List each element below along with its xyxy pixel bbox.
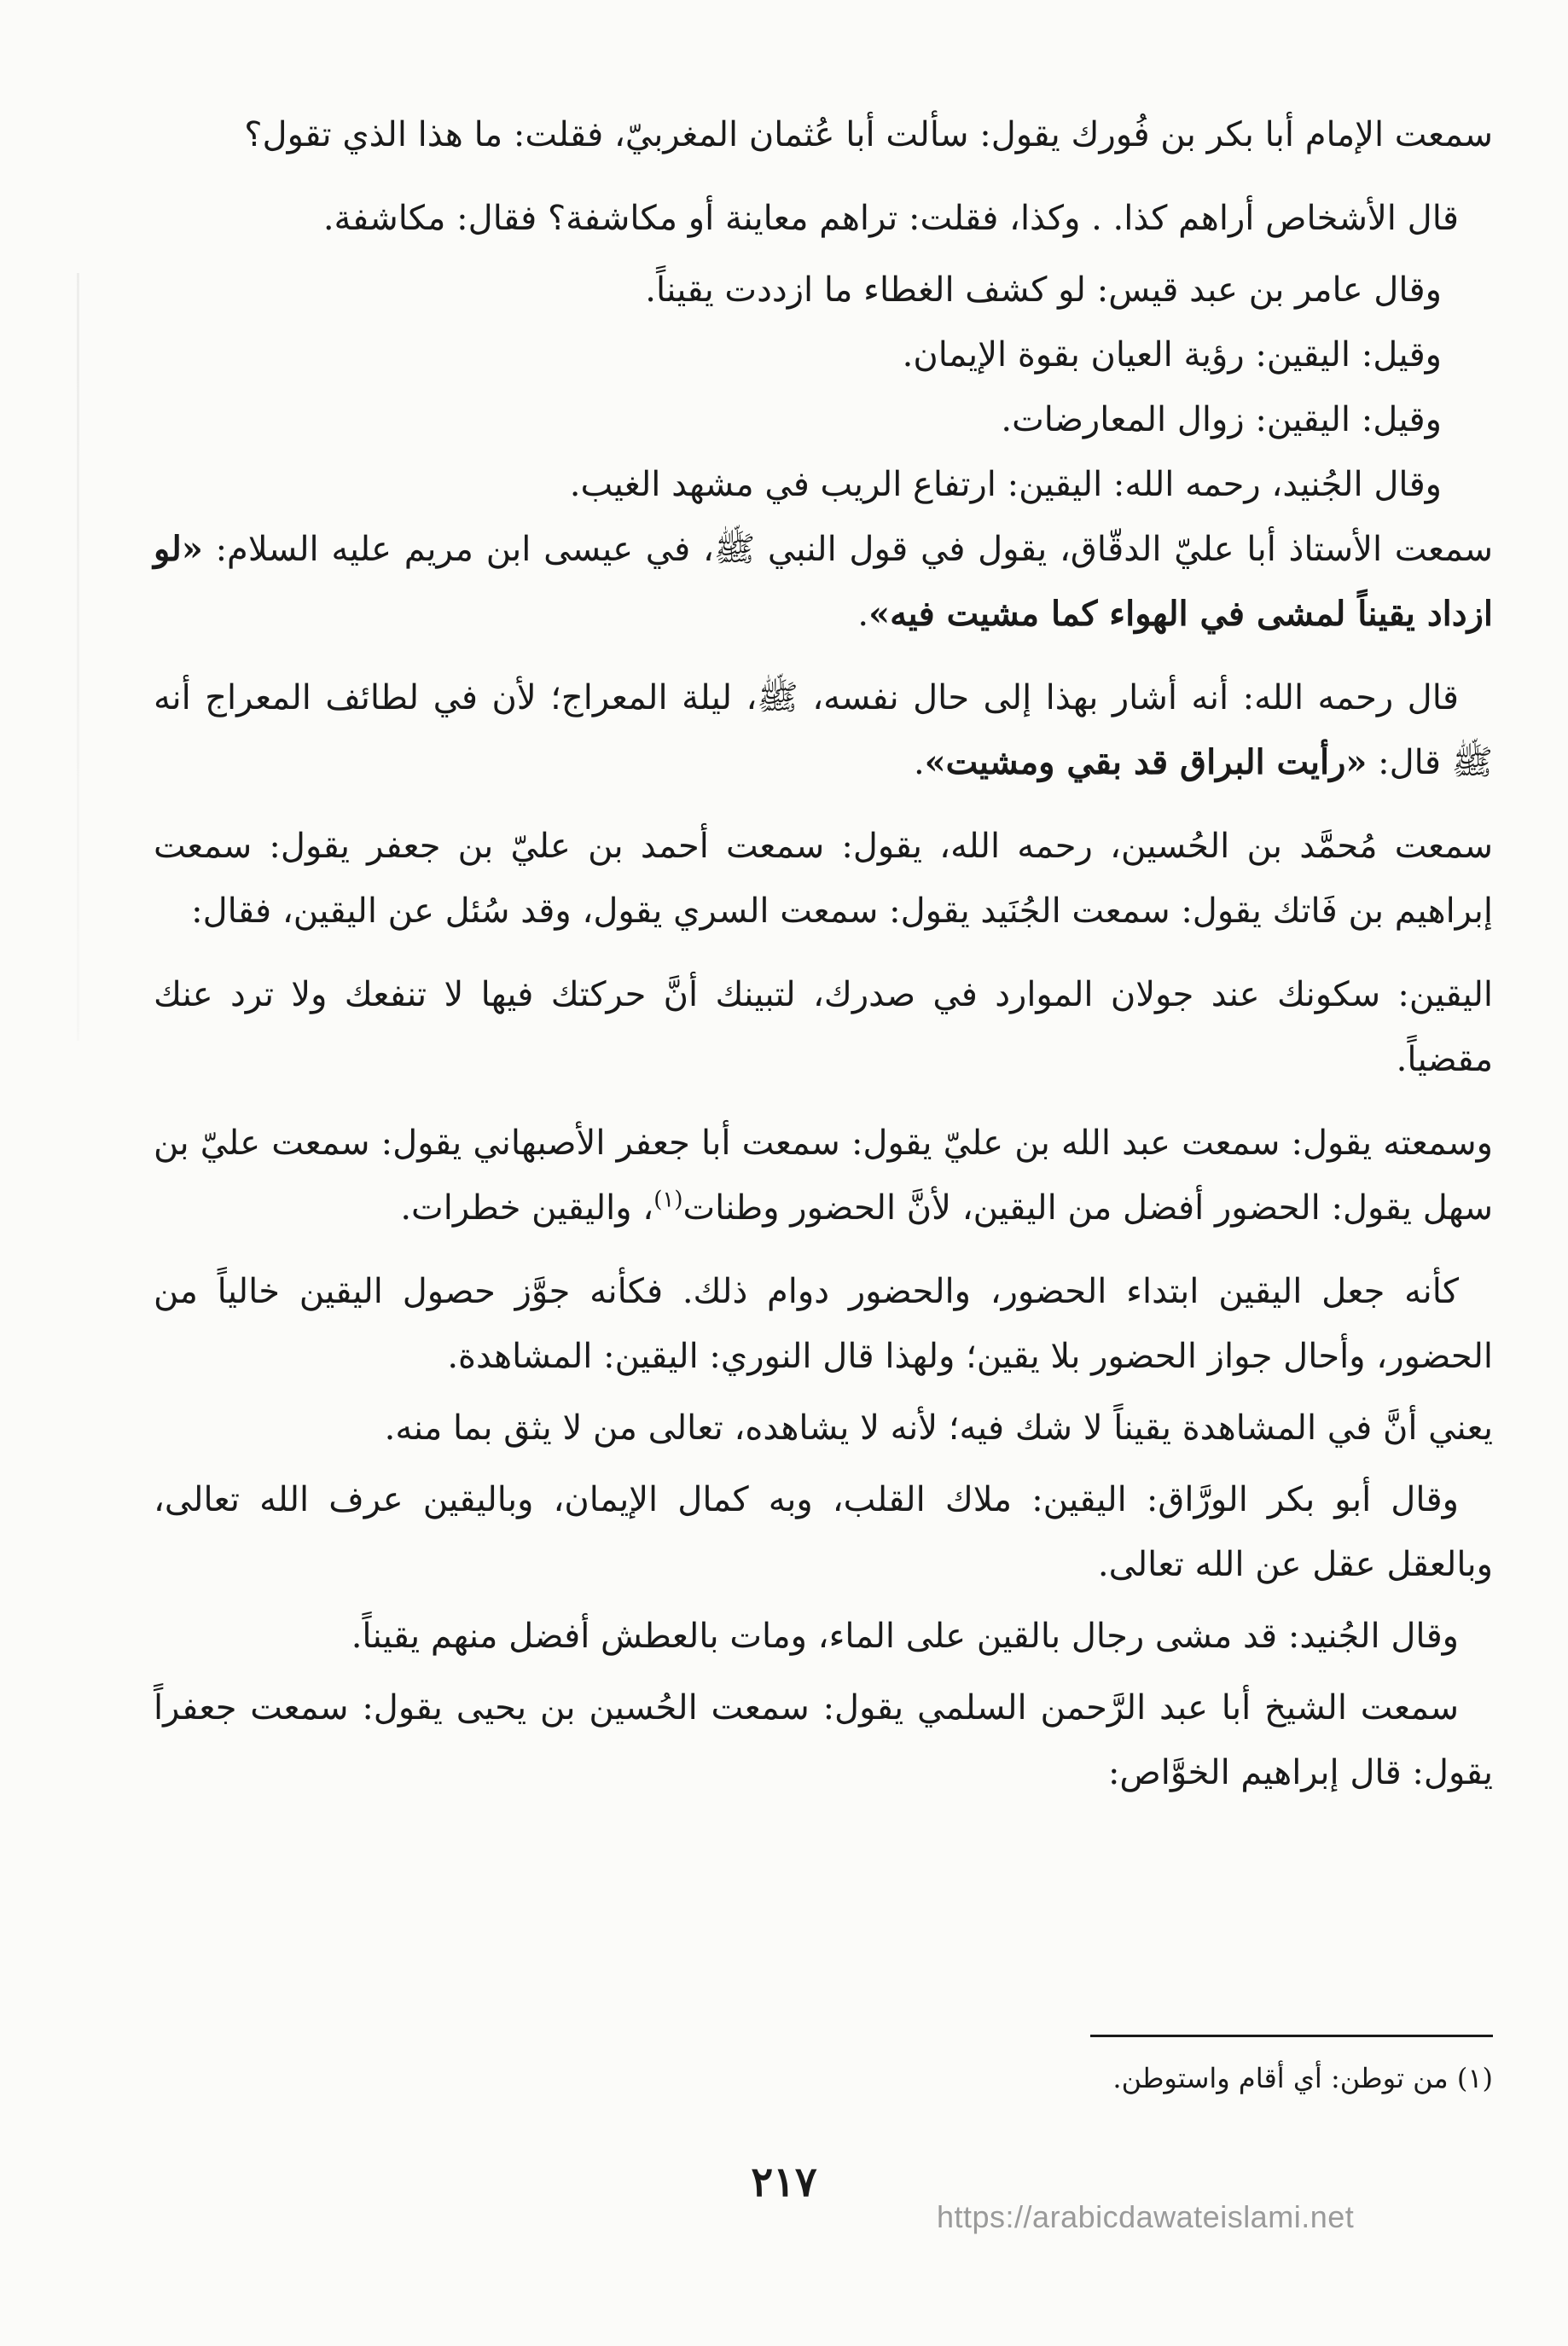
paragraph-15: وقال الجُنيد: قد مشى رجال بالقين على الماء، ومات بالعطش أفضل منهم يقيناً. [351,1617,1459,1656]
paragraph-16: سمعت الشيخ أبا عبد الرَّحمن السلمي يقول: سمعت الحُسين بن يحيى يقول: سمعت جعفراً يقول: قال إبراهيم الخوَّاص: [154,1688,1493,1792]
paragraph-11 [154,1111,1493,1240]
paragraph-5: وقيل: اليقين: زوال المعارضات. [1001,400,1442,439]
paragraph-8 [154,665,1493,795]
paragraph-11-end: ، واليقين خطرات. [400,1188,654,1228]
paragraph-6: وقال الجُنيد، رحمه الله: اليقين: ارتفاع الريب في مشهد الغيب. [569,465,1442,504]
paragraph-8-hadith: «رأيت البراق قد بقي ومشيت» [924,742,1368,782]
paragraph-7-text: سمعت الأستاذ أبا عليّ الدقّاق، يقول في قول النبي ﷺ، في عيسى ابن مريم عليه السلام: [202,530,1493,569]
footnote: (١) من توطن: أي أقام واستوطن. [1112,2062,1493,2094]
footnote-marker: (١) [653,1187,683,1213]
paragraph-3: وقال عامر بن عبد قيس: لو كشف الغطاء ما ازددت يقيناً. [645,270,1442,310]
paragraph-8-end: . [913,743,925,782]
paragraph-1: سمعت الإمام أبا بكر بن فُورك يقول: سألت أبا عُثمان المغربيّ، فقلت: ما هذا الذي تقول؟ [244,115,1493,154]
paragraph-11-text: وسمعته يقول: سمعت عبد الله بن عليّ يقول: سمعت أبا جعفر الأصبهاني يقول: سمعت عليّ بن سهل يقول: الحضور أفضل من اليقين، لأنَّ الحضور وطنات [154,1124,1493,1228]
watermark-url: https://arabicdawateislami.net [937,2199,1355,2234]
paragraph-14: وقال أبو بكر الورَّاق: اليقين: ملاك القلب، وبه كمال الإيمان، وباليقين عرف الله تعالى، وبالعقل عقل عن الله تعالى. [154,1480,1493,1584]
page-number: ٢١٧ [751,2158,817,2206]
paragraph-10: اليقين: سكونك عند جولان الموارد في صدرك، لتبينك أنَّ حركتك فيها لا تنفعك ولا ترد عنك مقضياً. [154,975,1493,1079]
paragraph-7 [154,517,1493,647]
paragraph-7-hadith: «لو ازداد يقيناً لمشى في الهواء كما مشيت فيه» [154,529,1493,634]
scan-shadow [77,273,79,1041]
paragraph-8-text: قال رحمه الله: أنه أشار بهذا إلى حال نفسه، ﷺ، ليلة المعراج؛ لأن في لطائف المعراج أنه ﷺ قال: [154,678,1493,782]
paragraph-9: سمعت مُحمَّد بن الحُسين، رحمه الله، يقول: سمعت أحمد بن عليّ بن جعفر يقول: سمعت إبراهيم بن فَاتك يقول: سمعت الجُنَيد يقول: سمعت السري يقول، وقد سُئل عن اليقين، فقال: [154,827,1493,931]
paragraph-12: كأنه جعل اليقين ابتداء الحضور، والحضور دوام ذلك. فكأنه جوَّز حصول اليقين خالياً من الحضور، وأحال جواز الحضور بلا يقين؛ ولهذا قال النوري: اليقين: المشاهدة. [154,1272,1493,1376]
paragraph-2: قال الأشخاص أراهم كذا. . وكذا، فقلت: تراهم معاينة أو مكاشفة؟ فقال: مكاشفة. [322,199,1459,238]
paragraph-7-end: . [857,595,869,634]
paragraph-4: وقيل: اليقين: رؤية العيان بقوة الإيمان. [902,335,1442,375]
footnote-divider [1090,2035,1493,2037]
paragraph-13: يعني أنَّ في المشاهدة يقيناً لا شك فيه؛ لأنه لا يشاهده، تعالى من لا يثق بما منه. [384,1408,1493,1448]
main-text [154,102,1493,1812]
